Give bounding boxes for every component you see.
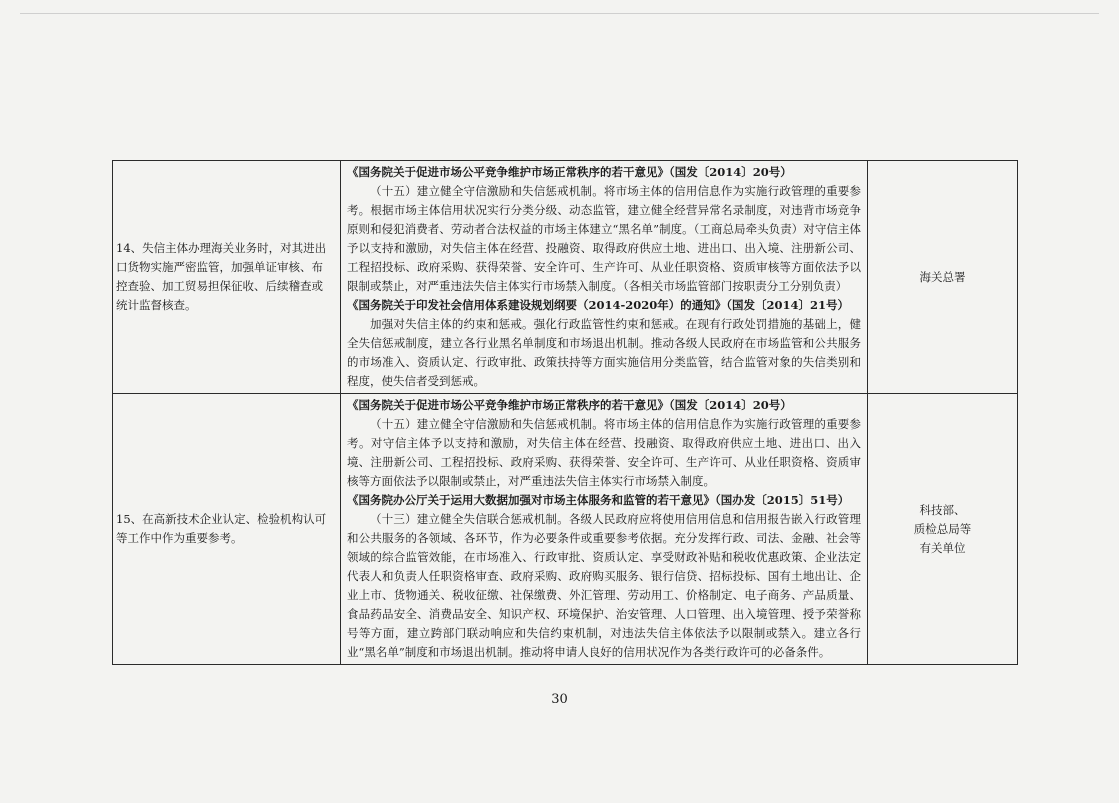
basis-cell bbox=[341, 394, 868, 665]
policy-paragraph: （十五）建立健全守信激励和失信惩戒机制。将市场主体的信用信息作为实施行政管理的重要参考。对守信主体予以支持和激励，对失信主体在经营、投融资、取得政府供应土地、进出口、出入境、注册新公司、工程招投标、政府采购、获得荣誉、安全许可、生产许可、从业任职资格、资质审核等方面依法予以限制或禁止，对严重违法失信主体实行市场禁入制度。 bbox=[347, 417, 861, 488]
policy-title: 《国务院关于促进市场公平竞争维护市场正常秩序的若干意见》（国发〔2014〕20号） bbox=[347, 165, 792, 179]
measure-text: 14、失信主体办理海关业务时，对其进出口货物实施严密监管，加强单证审核、布控查验、加工贸易担保征收、后续稽查或统计监督核查。 bbox=[116, 241, 327, 312]
measures-table bbox=[112, 160, 1018, 665]
scan-edge-line bbox=[20, 13, 1099, 14]
department-name: 海关总署 bbox=[919, 269, 966, 284]
basis-cell bbox=[341, 161, 868, 394]
policy-paragraph: 加强对失信主体的约束和惩戒。强化行政监管性约束和惩戒。在现有行政处罚措施的基础上，健全失信惩戒制度，建立各行业黑名单制度和市场退出机制。推动各级人民政府在市场监管和公共服务的市场准入、资质认定、行政审批、政策扶持等方面实施信用分类监管，结合监管对象的失信类别和程度，使失信者受到惩戒。 bbox=[347, 317, 861, 388]
policy-title: 《国务院关于促进市场公平竞争维护市场正常秩序的若干意见》（国发〔2014〕20号） bbox=[347, 398, 792, 412]
department-name: 有关单位 bbox=[919, 540, 966, 555]
department-cell bbox=[868, 161, 1018, 394]
table-row bbox=[113, 394, 1018, 665]
table-row bbox=[113, 161, 1018, 394]
department-name: 质检总局等 bbox=[913, 521, 972, 536]
measure-cell bbox=[113, 394, 341, 665]
policy-paragraph: （十三）建立健全失信联合惩戒机制。各级人民政府应将使用信用信息和信用报告嵌入行政管理和公共服务的各领域、各环节，作为必要条件或重要参考依据。充分发挥行政、司法、金融、社会等领域的综合监管效能，在市场准入、行政审批、资质认定、享受财政补贴和税收优惠政策、企业法定代表人和负责人任职资格审查、政府采购、政府购买服务、银行信贷、招标投标、国有土地出让、企业上市、货物通关、税收征缴、社保缴费、外汇管理、劳动用工、价格制定、电子商务、产品质量、食品药品安全、消费品安全、知识产权、环境保护、治安管理、人口管理、出入境管理、授予荣誉称号等方面，建立跨部门联动响应和失信约束机制，对违法失信主体依法予以限制或禁入。建立各行业“黑名单”制度和市场退出机制。推动将申请人良好的信用状况作为各类行政许可的必备条件。 bbox=[347, 512, 861, 659]
department-name: 科技部、 bbox=[919, 502, 966, 517]
page-number: 30 bbox=[551, 692, 568, 707]
policy-paragraph: （十五）建立健全守信激励和失信惩戒机制。将市场主体的信用信息作为实施行政管理的重要参考。根据市场主体信用状况实行分类分级、动态监管，建立健全经营异常名录制度，对违背市场竞争原则和侵犯消费者、劳动者合法权益的市场主体建立“黑名单”制度。（工商总局牵头负责）对守信主体予以支持和激励，对失信主体在经营、投融资、取得政府供应土地、进出口、出入境、注册新公司、工程招投标、政府采购、获得荣誉、安全许可、生产许可、从业任职资格、资质审核等方面依法予以限制或禁止，对严重违法失信主体实行市场禁入制度。（各相关市场监管部门按职责分工分别负责） bbox=[347, 184, 861, 293]
department-cell bbox=[868, 394, 1018, 665]
measure-text: 15、在高新技术企业认定、检验机构认可等工作中作为重要参考。 bbox=[116, 512, 327, 545]
measure-cell bbox=[113, 161, 341, 394]
policy-title: 《国务院关于印发社会信用体系建设规划纲要（2014-2020年）的通知》（国发〔2014〕21号） bbox=[347, 298, 850, 312]
policy-title: 《国务院办公厅关于运用大数据加强对市场主体服务和监管的若干意见》（国办发〔2015〕51号） bbox=[347, 493, 850, 507]
